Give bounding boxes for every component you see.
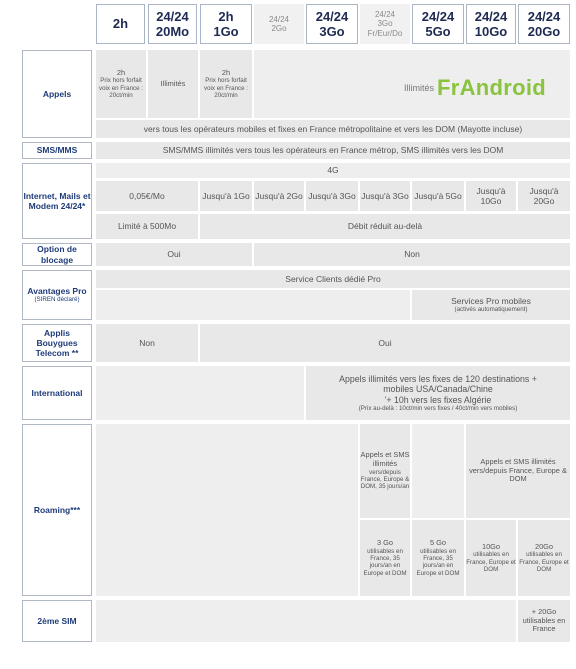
row-label-appels-text: Appels <box>42 88 72 99</box>
header-col-9-line1: 24/24 <box>527 8 561 24</box>
header-col-5-line2: 3Go <box>319 24 345 39</box>
header-col-4-line1: 24/24 <box>268 14 290 24</box>
applis-non-text: Non <box>139 337 155 348</box>
roaming-data-3go-head: 3 Go <box>376 538 394 547</box>
roaming-data-3go <box>360 520 410 596</box>
header-col-8-line1: 24/24 <box>474 8 508 24</box>
applis-oui-text: Oui <box>378 337 392 348</box>
row-label-option-text: Option de blocage <box>37 244 77 265</box>
header-col-6 <box>360 4 410 44</box>
internet-jusqua-5 <box>412 181 464 211</box>
roaming-data-3go-sub: utilisables en France, 35 jours/an en Europe et DOM <box>363 547 407 577</box>
internet-4g-text: 4G <box>327 165 339 176</box>
option-non-text: Non <box>404 249 420 260</box>
header-col-1-line1: 2h <box>112 16 129 32</box>
avantages-services-pro-text: Services Pro mobiles <box>451 296 531 307</box>
header-col-6-line2: Fr/Eur/Do <box>367 28 403 38</box>
appels-col-2-text: Illimités <box>160 78 186 88</box>
internet-jusqua-7 <box>518 181 570 211</box>
option-oui-text: Oui <box>167 249 181 260</box>
internet-limite-text: Limité à 500Mo <box>117 221 177 232</box>
row-label-applis <box>22 324 92 362</box>
applis-non <box>96 324 198 362</box>
appels-col-1-sub: Prix hors forfait voix en France : 20ct/min <box>98 77 144 100</box>
row-label-international <box>22 366 92 420</box>
appels-col-2 <box>148 50 198 118</box>
row-label-roaming-text: Roaming*** <box>33 504 81 515</box>
header-col-5-line1: 24/24 <box>315 8 349 24</box>
internet-jusqua-4-text: Jusqu'à 3Go <box>361 190 409 201</box>
roaming-blank-col6 <box>412 424 464 518</box>
header-col-7 <box>412 4 464 44</box>
row-label-internet-text: Internet, Mails et Modem 24/24* <box>23 190 91 211</box>
row-label-sim2-text: 2ème SIM <box>37 615 77 626</box>
row-label-avantages-text: Avantages Pro <box>27 286 87 297</box>
international-line3: (Prix au-delà : 10ct/min vers fixes / 40ct/min vers mobiles) <box>358 404 518 412</box>
internet-jusqua-3 <box>306 181 358 211</box>
roaming-data-5go-sub: utilisables en France, 35 jours/an en Europe et DOM <box>416 547 460 577</box>
internet-jusqua-5-text: Jusqu'à 5Go <box>414 190 462 201</box>
header-col-6-line0: 24/24 <box>374 9 396 19</box>
avantages-services-pro <box>412 290 570 320</box>
row-label-sms-text: SMS/MMS <box>36 145 78 156</box>
roaming-calls-col5 <box>360 424 410 518</box>
roaming-data-20go-head: 20Go <box>534 541 554 551</box>
international-line2: '+ 10h vers les fixes Algérie <box>384 394 492 405</box>
frandroid-wordmark: FrAndroid <box>437 75 547 100</box>
option-non <box>254 243 570 266</box>
international-line1: Appels illimités vers les fixes de 120 destinations + mobiles USA/Canada/Chine <box>339 373 537 395</box>
sim2-value-sub: utilisables en France <box>522 615 566 634</box>
appels-col-3-head: 2h <box>221 67 231 77</box>
sms-value <box>96 142 570 159</box>
applis-oui <box>200 324 570 362</box>
roaming-calls-col5-head: Appels et SMS illimités <box>360 450 410 469</box>
roaming-data-5go-head: 5 Go <box>429 538 447 547</box>
header-col-2-line2: 20Mo <box>155 24 190 39</box>
avantages-services-pro-sub: (activés automatiquement) <box>454 306 528 314</box>
header-col-5 <box>306 4 358 44</box>
internet-4g <box>96 163 570 178</box>
appels-unlimited-text: Illimités <box>404 83 435 93</box>
header-col-1 <box>96 4 145 44</box>
internet-jusqua-4 <box>360 181 410 211</box>
row-label-option <box>22 243 92 266</box>
appels-col-3 <box>200 50 252 118</box>
appels-col-3-sub: Prix hors forfait voix en France : 20ct/min <box>203 77 249 100</box>
header-col-9-line2: 20Go <box>527 24 561 39</box>
header-col-2 <box>148 4 197 44</box>
internet-jusqua-1 <box>200 181 252 211</box>
row-label-roaming <box>22 424 92 596</box>
header-col-8-line2: 10Go <box>474 24 508 39</box>
roaming-data-5go <box>412 520 464 596</box>
row-label-applis-text: Applis Bouygues Telecom ** <box>35 327 79 358</box>
header-col-3 <box>200 4 252 44</box>
roaming-calls-col789-sub: vers/depuis France, Europe & DOM <box>469 465 567 484</box>
appels-col-1-head: 2h <box>116 67 126 77</box>
header-col-3-line2: 1Go <box>213 24 239 39</box>
internet-jusqua-6 <box>466 181 516 211</box>
roaming-data-10go <box>466 520 516 596</box>
internet-limite <box>96 214 198 239</box>
sms-value-text: SMS/MMS illimités vers tous les opérateurs en France métrop, SMS illimités vers les DOM <box>162 145 504 156</box>
row-label-appels <box>22 50 92 138</box>
header-col-8 <box>466 4 516 44</box>
internet-jusqua-3-text: Jusqu'à 3Go <box>308 190 356 201</box>
roaming-calls-col5-sub: vers/depuis France, Europe & DOM, 35 jours/an <box>360 468 410 491</box>
row-label-sms <box>22 142 92 159</box>
appels-note <box>96 120 570 138</box>
internet-jusqua-2 <box>254 181 304 211</box>
appels-col-1 <box>96 50 146 118</box>
internet-debit-text: Débit réduit au-delà <box>347 221 423 232</box>
option-oui <box>96 243 252 266</box>
avantages-blank <box>96 290 410 320</box>
internet-jusqua-7-text: Jusqu'à 20Go <box>529 185 559 206</box>
internet-jusqua-1-text: Jusqu'à 1Go <box>202 190 250 201</box>
international-blank <box>96 366 304 420</box>
internet-jusqua-2-text: Jusqu'à 2Go <box>255 190 303 201</box>
header-col-6-line1: 3Go <box>377 19 393 29</box>
roaming-data-10go-sub: utilisables en France, Europe et DOM <box>466 551 516 574</box>
international-value <box>306 366 570 420</box>
roaming-calls-col789-head: Appels et SMS illimités <box>480 456 556 466</box>
internet-price <box>96 181 198 211</box>
header-col-7-line2: 5Go <box>425 24 451 39</box>
sim2-value <box>518 600 570 642</box>
row-label-avantages <box>22 270 92 320</box>
header-col-7-line1: 24/24 <box>421 8 455 24</box>
internet-price-text: 0,05€/Mo <box>129 190 165 201</box>
roaming-data-20go <box>518 520 570 596</box>
sim2-blank <box>96 600 516 642</box>
roaming-data-20go-sub: utilisables en France, Europe et DOM <box>519 551 569 574</box>
header-col-3-line1: 2h <box>218 8 234 24</box>
row-label-sim2 <box>22 600 92 642</box>
frandroid-logo <box>404 70 566 106</box>
header-col-9 <box>518 4 570 44</box>
row-label-internet <box>22 163 92 239</box>
internet-jusqua-6-text: Jusqu'à 10Go <box>476 185 506 206</box>
roaming-data-10go-head: 10Go <box>481 541 501 551</box>
roaming-blank <box>96 424 358 596</box>
avantages-service <box>96 270 570 288</box>
appels-note-text: vers tous les opérateurs mobiles et fixes en France métropolitaine et vers les DOM (Mayotte incluse) <box>143 123 523 134</box>
row-label-international-text: International <box>31 387 83 398</box>
sim2-value-head: + 20Go <box>531 606 557 616</box>
avantages-service-text: Service Clients dédié Pro <box>285 273 381 284</box>
internet-debit <box>200 214 570 239</box>
header-col-4-line2: 2Go <box>271 24 287 33</box>
row-label-avantages-sub: (SIREN déclaré) <box>34 296 80 304</box>
header-col-4 <box>254 4 304 44</box>
header-col-2-line1: 24/24 <box>156 8 189 24</box>
roaming-calls-col789 <box>466 424 570 518</box>
